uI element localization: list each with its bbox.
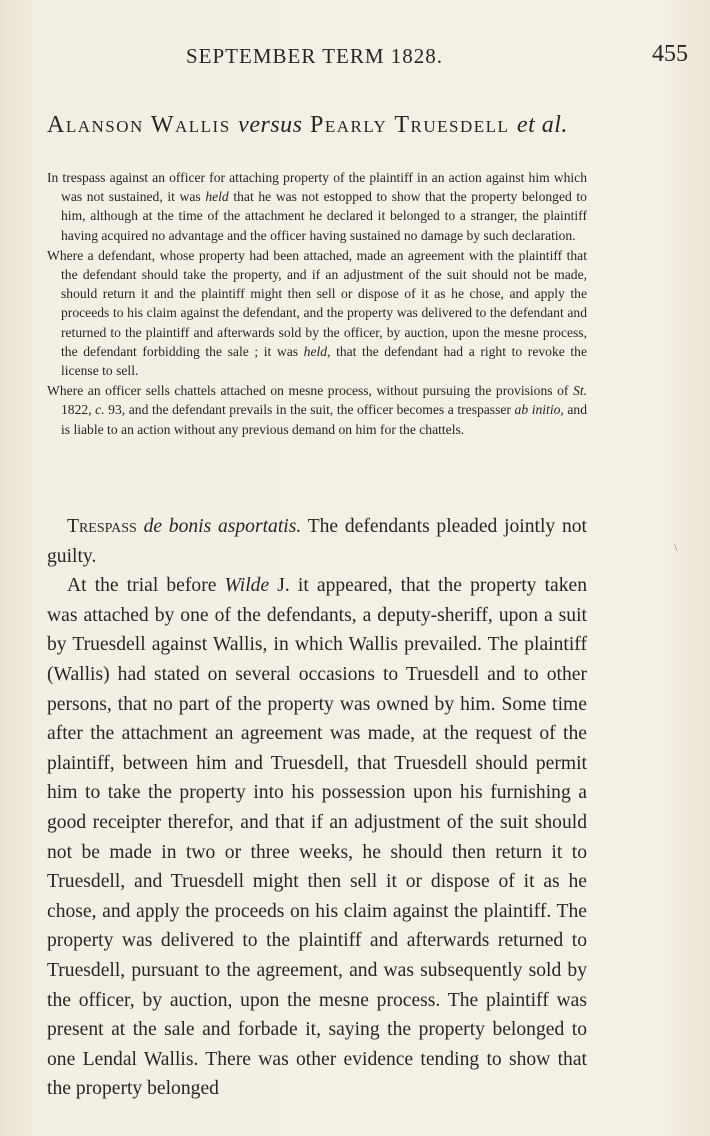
page-number: 455 [652, 41, 688, 67]
plaintiff-name: Alanson Wallis [47, 112, 231, 138]
running-title: SEPTEMBER TERM 1828. [186, 44, 444, 68]
headnote: Where a defendant, whose property had been attached, made an agreement with the plaintiff that the defendant should take the property, and if an adjustment of the suit should not be made, should return it and the plaintiff might then sell or dispose of it as he chose, and apply the proceeds to his claim against the defendant, and the property was delivered to the defendant and returned to the plaintiff and afterwards sold by the officer, by auction, upon the mesne process, the defendant forbidding the sale ; it was held, that the defendant had a right to revoke the license to sell. [47, 247, 587, 379]
paragraph-pleading: Trespass de bonis asportatis. The defendants pleaded jointly not guilty. [47, 516, 587, 567]
headnote: In trespass against an officer for attaching property of the plaintiff in an action against him which was not sustained, it was held that he was not estopped to show that the property belonged to him, although at the time of the attachment he declared it belonged to a stranger, the plaintiff having acquired no advantage and the officer having sustained no damage by such declaration. [47, 170, 587, 243]
running-head [0, 41, 710, 74]
et-al: et al. [516, 112, 568, 138]
defendant-name: Pearly Truesdell [310, 112, 510, 138]
versus-word: versus [238, 112, 303, 138]
opinion-body [47, 512, 587, 1104]
margin-mark: \ [674, 540, 678, 554]
headnote: Where an officer sells chattels attached on mesne process, without pursuing the provisions of St. 1822, c. 93, and the defendant prevails in the suit, the officer becomes a trespasser ab initio, and is liable to an action without any previous demand on him for the chattels. [47, 383, 588, 437]
paragraph-trial: At the trial before Wilde J. it appeared, that the property taken was attached by one of the defendants, a deputy-sheriff, upon a suit by Truesdell against Wallis, in which Wallis prevailed. The plaintiff (Wallis) had stated on several occasions to Truesdell and to other persons, that no part of the property was owned by him. Some time after the attachment an agreement was made, at the request of the plaintiff, between him and Truesdell, that Truesdell should permit him to take the property into his possession upon his furnishing a good receipter therefor, and that if an adjustment of the suit should not be made in two or three weeks, he should then return it to Truesdell, and Truesdell might then sell it or dispose of it as he chose, and apply the proceeds on his claim against the plaintiff. The property was delivered to the plaintiff and afterwards returned to Truesdell, pursuant to the agreement, and was subsequently sold by the officer, by auction, upon the mesne process. The plaintiff was present at the sale and forbade it, saying the property belonged to one Lendal Wallis. There was other evidence tending to show that the property belonged [47, 575, 587, 1100]
headnotes [47, 168, 587, 440]
case-caption [47, 112, 568, 139]
